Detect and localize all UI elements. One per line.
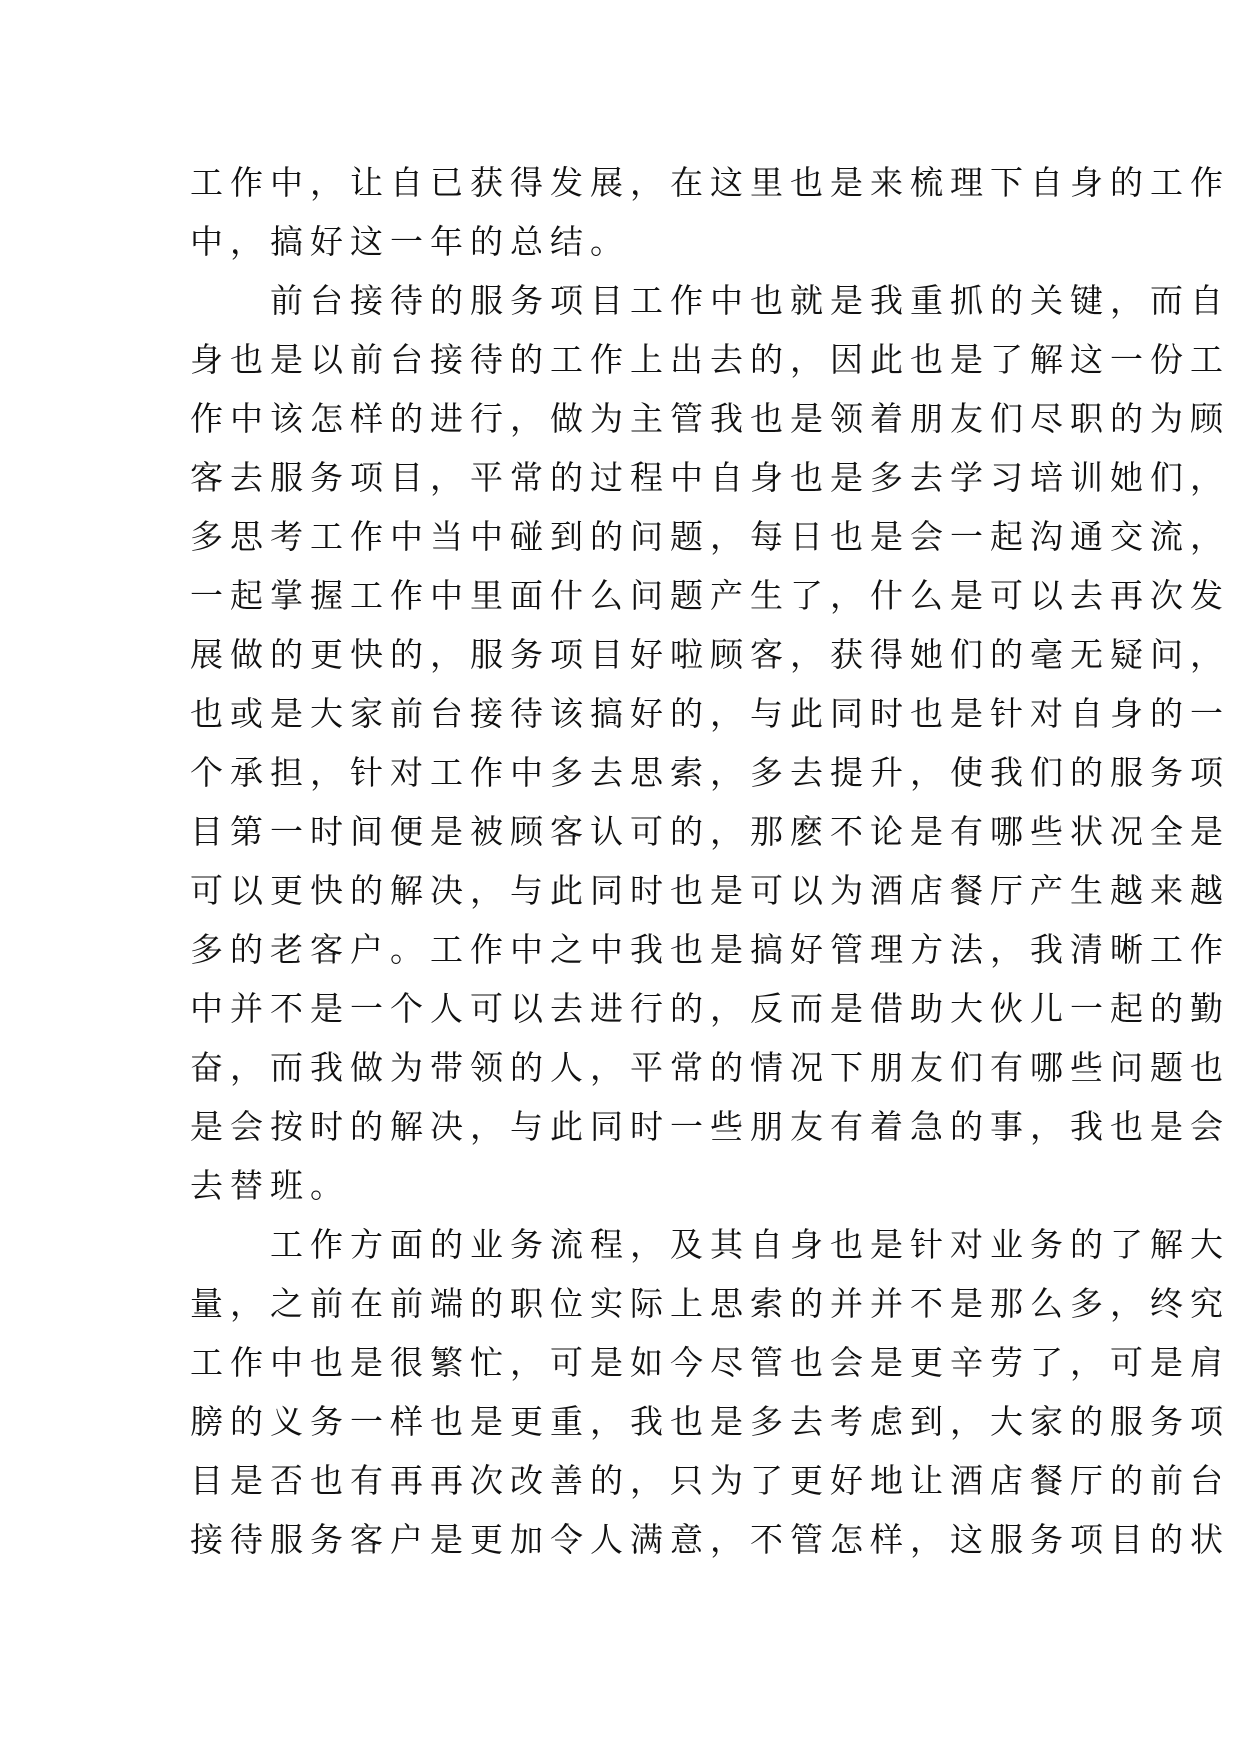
document-body [190,153,1230,1569]
paragraph [190,1215,1230,1569]
text-line: 工作中也是很繁忙，可是如今尽管也会是更辛劳了，可是肩 [190,1343,1230,1382]
text-line: 作中该怎样的进行，做为主管我也是领着朋友们尽职的为顾 [190,399,1230,438]
text-line: 中，搞好这一年的总结。 [190,222,630,261]
text-line: 奋，而我做为带领的人，平常的情况下朋友们有哪些问题也 [190,1048,1230,1087]
text-line: 身也是以前台接待的工作上出去的，因此也是了解这一份工 [190,340,1230,379]
text-line: 膀的义务一样也是更重，我也是多去考虑到，大家的服务项 [190,1402,1230,1441]
text-line: 工作方面的业务流程，及其自身也是针对业务的了解大 [270,1225,1230,1264]
text-line: 去替班。 [190,1166,350,1205]
paragraph [190,153,1230,271]
text-line: 目第一时间便是被顾客认可的，那麽不论是有哪些状况全是 [190,812,1230,851]
text-line: 一起掌握工作中里面什么问题产生了，什么是可以去再次发 [190,576,1230,615]
text-line: 可以更快的解决，与此同时也是可以为酒店餐厅产生越来越 [190,871,1230,910]
text-line: 中并不是一个人可以去进行的，反而是借助大伙儿一起的勤 [190,989,1230,1028]
text-line: 是会按时的解决，与此同时一些朋友有着急的事，我也是会 [190,1107,1230,1146]
text-line: 多思考工作中当中碰到的问题，每日也是会一起沟通交流， [190,517,1230,556]
text-line: 多的老客户。工作中之中我也是搞好管理方法，我清晰工作 [190,930,1230,969]
text-line: 也或是大家前台接待该搞好的，与此同时也是针对自身的一 [190,694,1230,733]
text-line: 客去服务项目，平常的过程中自身也是多去学习培训她们， [190,458,1230,497]
text-line: 目是否也有再再次改善的，只为了更好地让酒店餐厅的前台 [190,1461,1230,1500]
text-line: 量，之前在前端的职位实际上思索的并并不是那么多，终究 [190,1284,1230,1323]
text-line: 接待服务客户是更加令人满意，不管怎样，这服务项目的状 [190,1520,1230,1559]
text-line: 个承担，针对工作中多去思索，多去提升，使我们的服务项 [190,753,1230,792]
paragraph [190,271,1230,1215]
text-line: 前台接待的服务项目工作中也就是我重抓的关键，而自 [270,281,1230,320]
text-line: 工作中，让自已获得发展，在这里也是来梳理下自身的工作 [190,163,1230,202]
text-line: 展做的更快的，服务项目好啦顾客，获得她们的毫无疑问， [190,635,1230,674]
